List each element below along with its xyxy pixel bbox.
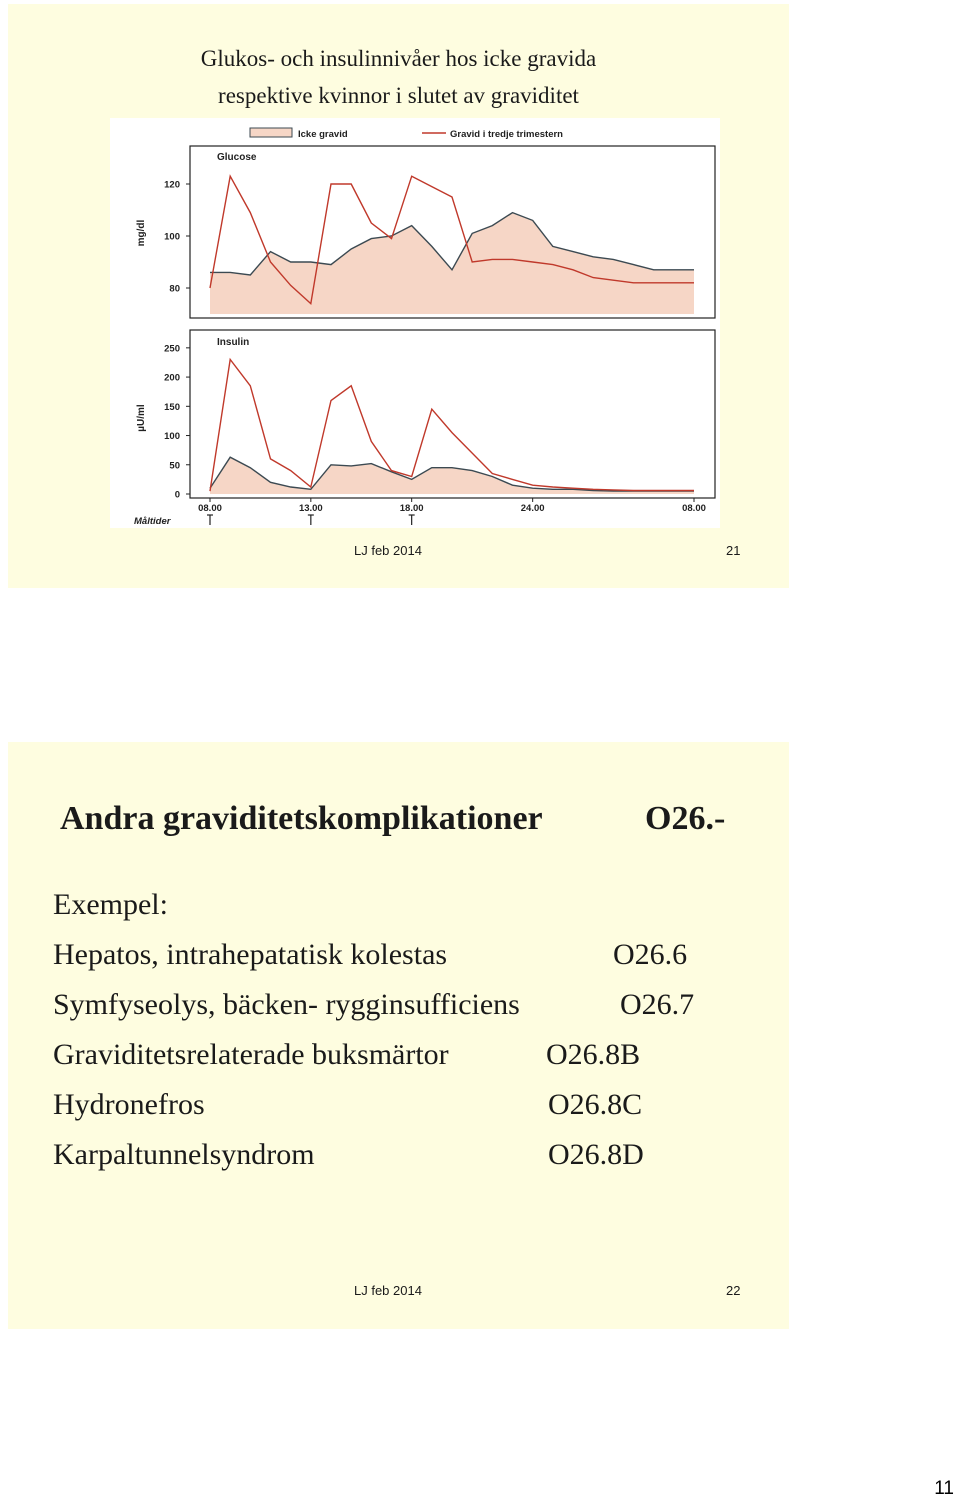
legend-label-pregnant: Gravid i tredje trimestern xyxy=(450,129,563,140)
item-label: Karpaltunnelsyndrom xyxy=(53,1138,315,1171)
legend-label-nonpregnant: Icke gravid xyxy=(298,129,348,140)
slide-title-text: Andra graviditetskomplikationer xyxy=(60,800,543,837)
insulin-xtick-label: 18.00 xyxy=(399,503,424,514)
glucose-ylabel: mg/dl xyxy=(136,219,147,247)
slide-title-code: O26.- xyxy=(645,800,726,837)
glucose-insulin-chart xyxy=(110,118,720,528)
insulin-ytick-label: 200 xyxy=(164,372,180,384)
list-item xyxy=(53,988,695,1028)
slide-21 xyxy=(8,4,789,588)
insulin-xtick-label: 08.00 xyxy=(198,503,222,514)
insulin-ylabel: µU/ml xyxy=(136,404,147,432)
list-item xyxy=(53,1038,641,1078)
glucose-area-nonpregnant xyxy=(210,213,694,314)
item-label: Symfyseolys, bäcken- rygginsufficiens xyxy=(53,988,520,1021)
glucose-ytick-label: 120 xyxy=(164,179,180,191)
insulin-ytick-label: 250 xyxy=(164,343,180,355)
insulin-title: Insulin xyxy=(217,337,250,348)
insulin-xtick-label: 24.00 xyxy=(520,503,545,514)
glucose-title: Glucose xyxy=(217,152,257,163)
insulin-ytick-label: 50 xyxy=(169,460,180,472)
insulin-ytick-label: 100 xyxy=(164,431,180,443)
glucose-ytick-label: 80 xyxy=(169,283,180,295)
insulin-xtick-label: 13.00 xyxy=(298,503,323,514)
item-code: O26.6 xyxy=(613,938,688,971)
insulin-ytick-label: 0 xyxy=(174,489,180,501)
item-label: Graviditetsrelaterade buksmärtor xyxy=(53,1038,449,1071)
list-item xyxy=(53,1088,643,1128)
item-code: O26.8B xyxy=(546,1038,641,1071)
list-item xyxy=(53,938,688,978)
slide-title-line1: Glukos- och insulinnivåer hos icke gravida xyxy=(200,46,597,71)
footer-author-date: LJ feb 2014 xyxy=(354,543,422,558)
page-number: 11 xyxy=(934,1478,954,1499)
meal-times-label: Måltider xyxy=(134,516,171,527)
footer-slide-number: 22 xyxy=(726,1283,741,1298)
item-label: Hydronefros xyxy=(53,1088,205,1121)
item-code: O26.8C xyxy=(548,1088,643,1121)
insulin-panel xyxy=(134,330,715,527)
list-item xyxy=(53,1138,644,1178)
intro-text: Exempel: xyxy=(53,888,168,921)
glucose-panel xyxy=(136,146,715,318)
insulin-area-nonpregnant xyxy=(210,457,694,494)
item-code: O26.7 xyxy=(620,988,695,1021)
slide-title xyxy=(60,800,726,838)
insulin-ytick-label: 150 xyxy=(164,401,180,413)
chart-legend xyxy=(250,128,563,140)
item-label: Hepatos, intrahepatatisk kolestas xyxy=(53,938,448,971)
item-code: O26.8D xyxy=(548,1138,644,1171)
slide-title-line2: respektive kvinnor i slutet av graviditet xyxy=(218,83,579,108)
footer-author-date: LJ feb 2014 xyxy=(354,1283,422,1298)
glucose-ytick-label: 100 xyxy=(164,231,180,243)
insulin-xtick-label: 08.00 xyxy=(682,503,706,514)
chart-svg xyxy=(110,118,720,528)
slide-22 xyxy=(8,742,789,1329)
legend-swatch-nonpregnant xyxy=(250,128,292,137)
footer-slide-number: 21 xyxy=(726,543,741,558)
